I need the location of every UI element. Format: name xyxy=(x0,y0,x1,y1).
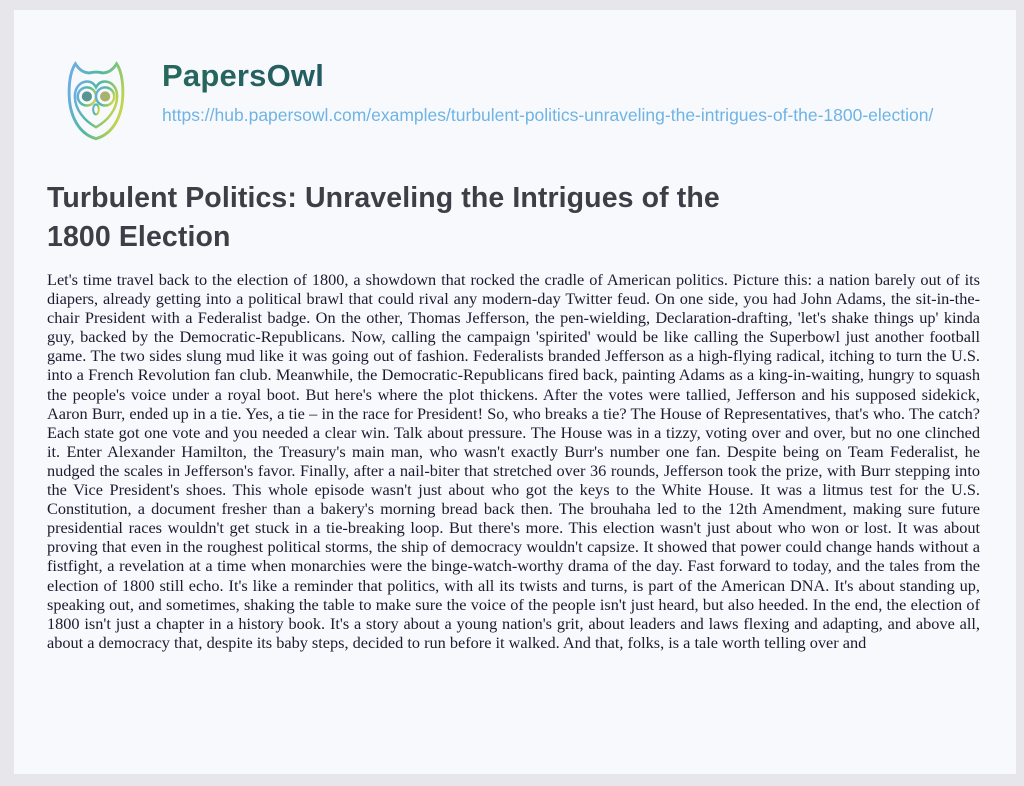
papersowl-logo-icon xyxy=(48,56,144,158)
brand-name: PapersOwl xyxy=(162,58,933,94)
brand-text-block xyxy=(162,56,933,128)
article-body-text: Let's time travel back to the election of 1800, a showdown that rocked the cradle of American politics. Picture this: a nation barely out of its diapers, already getting into a political brawl that could rival any modern-day Twitter feud. On one side, you had John Adams, the sit-in-the-chair President with a Federalist badge. On the other, Thomas Jefferson, the pen-wielding, Declaration-drafting, 'let's shake things up' kinda guy, backed by the Democratic-Republicans. Now, calling the campaign 'spirited' would be like calling the Superbowl just another football game. The two sides slung mud like it was going out of fashion. Federalists branded Jefferson as a high-flying radical, itching to turn the U.S. into a French Revolution fan club. Meanwhile, the Democratic-Republicans fired back, painting Adams as a king-in-waiting, hungry to squash the people's voice under a royal boot. But here's where the plot thickens. After the votes were tallied, Jefferson and his supposed sidekick, Aaron Burr, ended up in a tie. Yes, a tie – in the race for President! So, who breaks a tie? The House of Representatives, that's who. The catch? Each state got one vote and you needed a clear win. Talk about pressure. The House was in a tizzy, voting over and over, but no one clinched it. Enter Alexander Hamilton, the Treasury's main man, who wasn't exactly Burr's number one fan. Despite being on Team Federalist, he nudged the scales in Jefferson's favor. Finally, after a nail-biter that stretched over 36 rounds, Jefferson took the prize, with Burr stepping into the Vice President's shoes. This whole episode wasn't just about who got the keys to the White House. It was a litmus test for the U.S. Constitution, a document fresher than a bakery's morning bread back then. The brouhaha led to the 12th Amendment, making sure future presidential races wouldn't get stuck in a tie-breaking loop. But there's more. This election wasn't just about who won or lost. It was about proving that even in the roughest political storms, the ship of democracy wouldn't capsize. It showed that power could change hands without a fistfight, a revelation at a time when monarchies were the binge-watch-worthy drama of the day. Fast forward to today, and the tales from the election of 1800 still echo. It's like a reminder that politics, with all its twists and turns, is part of the American DNA. It's about standing up, speaking out, and sometimes, shaking the table to make sure the voice of the people isn't just heard, but also heeded. In the end, the election of 1800 isn't just a chapter in a history book. It's a story about a young nation's grit, about leaders and laws flexing and adapting, and above all, about a democracy that, despite its baby steps, decided to run before it walked. And that, folks, is a tale worth telling over and xyxy=(47,270,980,652)
document-page xyxy=(14,10,1016,774)
source-url-link[interactable]: https://hub.papersowl.com/examples/turbulent-politics-unraveling-the-intrigues-of-the-1800-election/ xyxy=(162,105,934,125)
article xyxy=(14,158,1016,652)
page-title: Turbulent Politics: Unraveling the Intrigues of the 1800 Election xyxy=(47,182,720,253)
brand-header xyxy=(14,10,1016,158)
